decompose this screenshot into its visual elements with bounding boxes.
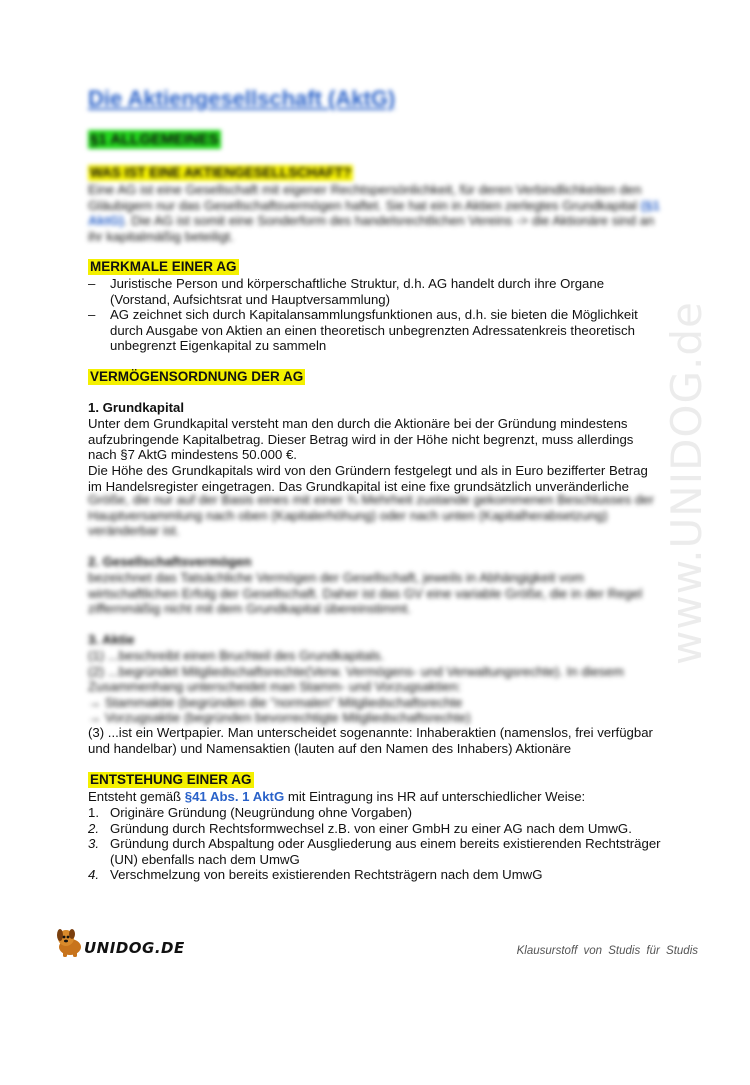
entstehung-intro-before: Entsteht gemäß	[88, 789, 185, 804]
list-marker: –	[88, 307, 96, 323]
list-marker: –	[88, 276, 96, 291]
list-item	[88, 836, 663, 867]
list-marker: 2.	[88, 820, 99, 836]
section-heading-allgemeines: §1 ALLGEMEINES	[90, 131, 219, 148]
subheading-aktie: 3. Aktie	[88, 632, 135, 647]
heading-entstehung: ENTSTEHUNG EINER AG	[90, 772, 252, 787]
list-item-text: Verschmelzung von bereits existierenden Rechtsträgern nach dem UmwG	[110, 867, 543, 883]
list-item-text: AG zeichnet sich durch Kapitalansammlungsfunktionen aus, d.h. sie bieten die Möglichkeit durch Ausgabe von Aktien an einen theoretisch unbegrenzten Adressatenkreis theoretisch unbegrenzt Eigenkapital zu sammeln	[110, 307, 638, 354]
paragraph-was-ist-ag	[88, 182, 663, 244]
subheading-gesellschaftsvermoegen: 2. Gesellschaftsvermögen	[88, 554, 252, 569]
list-marker: 3.	[88, 836, 99, 852]
paragraph-gesellschaftsvermoegen: bezeichnet das Tatsächliche Vermögen der Gesellschaft, jeweils in Abhängigkeit vom wirtschaftlichen Erfolg der Gesellschaft. Daher ist das GV eine variable Größe, die in der Regel ziffernmäßig nicht mit dem Grundkapital übereinstimmt.	[88, 570, 643, 617]
merkmale-list	[88, 276, 663, 354]
ref-par1-aktg: (§1 AktG)	[88, 197, 660, 229]
paragraph-grundkapital-1: Unter dem Grundkapital versteht man den durch die Aktionäre bei der Gründung mindestens aufzubringende Kapitalbetrag. Dieser Betrag wird in der Höhe nicht begrenzt, muss allerdings nach §7 AktG mindestens 50.000 €.	[88, 416, 634, 463]
aktie-line-3: (3) ...ist ein Wertpapier. Man unterscheidet sogenannte: Inhaberaktien (namenslos, frei verfügbar und handelbar) und Namensaktien (lauten auf den Namen des Inhabers) Aktionäre	[88, 725, 653, 756]
paragraph-grundkapital-2: Die Höhe des Grundkapitals wird von den Gründern festgelegt und als in Euro bezifferter Betrag im Handelsregister eingetragen. Das Grundkapital ist eine fixe grundsätzlich unveränderliche	[88, 463, 648, 494]
text-was-ist-ag-1: Eine AG ist eine Gesellschaft mit eigener Rechtspersönlichkeit, für deren Verbindlichkeiten den Gläubigern nur das Gesellschaftsvermögen haftet. Sie hat ein in Aktien zerlegtes Grundkapital	[88, 182, 642, 213]
list-item	[88, 821, 663, 837]
heading-merkmale: MERKMALE EINER AG	[90, 259, 237, 274]
aktie-lines-blurred	[88, 648, 663, 726]
text-was-ist-ag-2: . Die AG ist somit eine Sonderform des handelsrechtlichen Vereins -> die Aktionäre sind an ihr kapitalmäßig beteiligt.	[88, 213, 655, 244]
list-item-text: Gründung durch Rechtsformwechsel z.B. von einer GmbH zu einer AG nach dem UmwG.	[110, 820, 632, 836]
subheading-grundkapital: 1. Grundkapital	[88, 400, 184, 415]
list-item-text: Juristische Person und körperschaftliche Struktur, d.h. AG handelt durch ihre Organe (Vorstand, Aufsichtsrat und Hauptversammlung)	[110, 276, 605, 307]
heading-vermoegensordnung: VERMÖGENSORDNUNG DER AG	[90, 369, 304, 384]
entstehung-list	[88, 805, 663, 883]
entstehung-intro-after: mit Eintragung ins HR auf unterschiedlicher Weise:	[284, 789, 586, 804]
paragraph-entstehung-intro	[88, 789, 663, 805]
ref-par41-aktg: §41 Abs. 1 AktG	[184, 789, 285, 804]
dog-mascot-icon	[54, 925, 88, 959]
list-item	[88, 276, 663, 307]
list-item	[88, 307, 663, 354]
logo-text: UNIDOG.DE	[84, 939, 185, 957]
footer-tagline: Klausurstoff von Studis für Studis	[516, 945, 698, 957]
list-marker: 1.	[88, 805, 99, 820]
list-item-text: Gründung durch Abspaltung oder Ausgliederung aus einem bereits existierenden Rechtsträger (UN) ebenfalls nach dem UmwG	[110, 836, 661, 867]
unidog-logo	[54, 925, 185, 959]
aktie-line: (1) ...beschreibt einen Bruchteil des Grundkapitals.	[88, 648, 385, 663]
page-title: Die Aktiengesellschaft (AktG)	[88, 86, 396, 111]
aktie-line: → Vorzugsaktie (begründen bevorrechtigte Mitgliedschaftsrechte)	[88, 710, 471, 726]
list-item	[88, 805, 663, 821]
paragraph-grundkapital-3: Größe, die nur auf der Basis eines mit einer ¾ Mehrheit zustande gekommenen Beschlusses der Hauptversammlung nach oben (Kapitalerhöhung) oder nach unten (Kapitalherabsetzung) veränderbar ist.	[88, 492, 654, 539]
list-item-text: Originäre Gründung (Neugründung ohne Vorgaben)	[110, 805, 413, 820]
aktie-line: (2) ...begründet Mitgliedschaftsrechte(Verw. Vermögens- und Verwaltungsrechte). In diesem Zusammenhang unterscheidet man Stamm- und Vorzugsaktien:	[88, 663, 624, 695]
heading-was-ist-ag: WAS IST EINE AKTIENGESELLSCHAFT?	[90, 165, 352, 180]
aktie-line: → Stammaktie (begründen die "normalen" Mitgliedschaftsrechte	[88, 694, 463, 710]
list-item	[88, 867, 663, 883]
watermark-text: www.UNIDOG.de	[662, 301, 711, 665]
watermark	[662, 301, 722, 1085]
list-marker: 4.	[88, 867, 99, 883]
